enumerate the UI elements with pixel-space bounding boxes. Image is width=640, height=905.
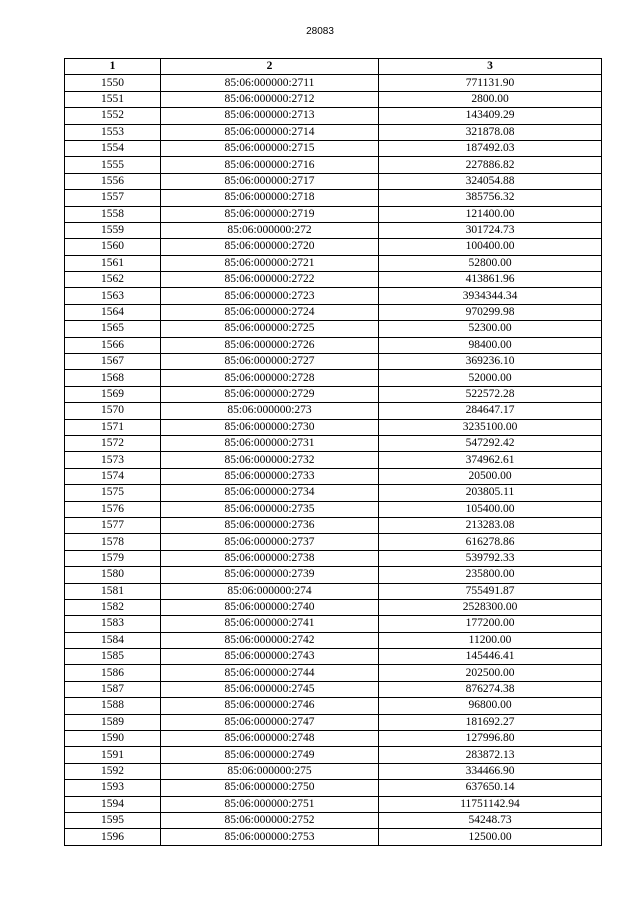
value-cell: 145446.41: [379, 649, 602, 665]
row-number-cell: 1571: [65, 419, 161, 435]
value-cell: 54248.73: [379, 812, 602, 828]
row-number-cell: 1584: [65, 632, 161, 648]
row-number-cell: 1574: [65, 468, 161, 484]
row-number-cell: 1578: [65, 534, 161, 550]
value-cell: 202500.00: [379, 665, 602, 681]
cadastral-number-cell: 85:06:000000:272: [161, 222, 379, 238]
value-cell: 755491.87: [379, 583, 602, 599]
table-row: [65, 698, 602, 714]
row-number-cell: 1553: [65, 124, 161, 140]
row-number-cell: 1589: [65, 714, 161, 730]
row-number-cell: 1554: [65, 140, 161, 156]
row-number-cell: 1550: [65, 75, 161, 91]
cadastral-number-cell: 85:06:000000:273: [161, 403, 379, 419]
row-number-cell: 1591: [65, 747, 161, 763]
table-row: [65, 714, 602, 730]
row-number-cell: 1586: [65, 665, 161, 681]
value-cell: 203805.11: [379, 485, 602, 501]
table-row: [65, 173, 602, 189]
table-row: [65, 829, 602, 845]
column-header-2: 2: [161, 59, 379, 75]
table-row: [65, 288, 602, 304]
cadastral-number-cell: 85:06:000000:2735: [161, 501, 379, 517]
row-number-cell: 1572: [65, 435, 161, 451]
table-row: [65, 534, 602, 550]
cadastral-number-cell: 85:06:000000:2743: [161, 649, 379, 665]
cadastral-number-cell: 85:06:000000:2738: [161, 550, 379, 566]
table-row: [65, 435, 602, 451]
value-cell: 637650.14: [379, 780, 602, 796]
row-number-cell: 1576: [65, 501, 161, 517]
row-number-cell: 1596: [65, 829, 161, 845]
value-cell: 213283.08: [379, 517, 602, 533]
table-row: [65, 780, 602, 796]
cadastral-number-cell: 85:06:000000:2732: [161, 452, 379, 468]
cadastral-number-cell: 85:06:000000:2719: [161, 206, 379, 222]
table-row: [65, 517, 602, 533]
table-row: [65, 731, 602, 747]
value-cell: 177200.00: [379, 616, 602, 632]
row-number-cell: 1582: [65, 599, 161, 615]
row-number-cell: 1559: [65, 222, 161, 238]
row-number-cell: 1587: [65, 681, 161, 697]
row-number-cell: 1570: [65, 403, 161, 419]
row-number-cell: 1555: [65, 157, 161, 173]
row-number-cell: 1583: [65, 616, 161, 632]
table-row: [65, 255, 602, 271]
page-number: 28083: [306, 26, 334, 37]
value-cell: 374962.61: [379, 452, 602, 468]
cadastral-number-cell: 85:06:000000:2722: [161, 272, 379, 288]
value-cell: 52800.00: [379, 255, 602, 271]
row-number-cell: 1573: [65, 452, 161, 468]
table-row: [65, 190, 602, 206]
table-row: [65, 583, 602, 599]
row-number-cell: 1595: [65, 812, 161, 828]
value-cell: 20500.00: [379, 468, 602, 484]
table-row: [65, 354, 602, 370]
cadastral-number-cell: 85:06:000000:2733: [161, 468, 379, 484]
table-row: [65, 632, 602, 648]
table-row: [65, 419, 602, 435]
cadastral-number-cell: 85:06:000000:2734: [161, 485, 379, 501]
value-cell: 385756.32: [379, 190, 602, 206]
column-header-3: 3: [379, 59, 602, 75]
table-row: [65, 272, 602, 288]
table-row: [65, 649, 602, 665]
table-row: [65, 403, 602, 419]
table-row: [65, 337, 602, 353]
value-cell: 143409.29: [379, 108, 602, 124]
cadastral-number-cell: 85:06:000000:2713: [161, 108, 379, 124]
row-number-cell: 1575: [65, 485, 161, 501]
value-cell: 235800.00: [379, 567, 602, 583]
cadastral-number-cell: 85:06:000000:2724: [161, 304, 379, 320]
cadastral-number-cell: 85:06:000000:2746: [161, 698, 379, 714]
value-cell: 3235100.00: [379, 419, 602, 435]
table-row: [65, 321, 602, 337]
table-row: [65, 665, 602, 681]
row-number-cell: 1593: [65, 780, 161, 796]
cadastral-number-cell: 85:06:000000:274: [161, 583, 379, 599]
data-table: [64, 58, 602, 846]
cadastral-number-cell: 85:06:000000:2749: [161, 747, 379, 763]
cadastral-number-cell: 85:06:000000:2750: [161, 780, 379, 796]
row-number-cell: 1567: [65, 354, 161, 370]
cadastral-number-cell: 85:06:000000:2716: [161, 157, 379, 173]
table-header-row: [65, 59, 602, 75]
table-row: [65, 108, 602, 124]
cadastral-number-cell: 85:06:000000:2737: [161, 534, 379, 550]
row-number-cell: 1588: [65, 698, 161, 714]
value-cell: 547292.42: [379, 435, 602, 451]
value-cell: 2528300.00: [379, 599, 602, 615]
row-number-cell: 1562: [65, 272, 161, 288]
row-number-cell: 1558: [65, 206, 161, 222]
value-cell: 127996.80: [379, 731, 602, 747]
cadastral-number-cell: 85:06:000000:2717: [161, 173, 379, 189]
row-number-cell: 1580: [65, 567, 161, 583]
cadastral-number-cell: 85:06:000000:2729: [161, 386, 379, 402]
value-cell: 52300.00: [379, 321, 602, 337]
value-cell: 771131.90: [379, 75, 602, 91]
cadastral-number-cell: 85:06:000000:2723: [161, 288, 379, 304]
table-row: [65, 681, 602, 697]
cadastral-number-cell: 85:06:000000:2720: [161, 239, 379, 255]
value-cell: 284647.17: [379, 403, 602, 419]
value-cell: 12500.00: [379, 829, 602, 845]
value-cell: 96800.00: [379, 698, 602, 714]
table-row: [65, 468, 602, 484]
row-number-cell: 1592: [65, 763, 161, 779]
table-row: [65, 75, 602, 91]
value-cell: 181692.27: [379, 714, 602, 730]
row-number-cell: 1594: [65, 796, 161, 812]
table-row: [65, 206, 602, 222]
cadastral-number-cell: 85:06:000000:2712: [161, 91, 379, 107]
cadastral-number-cell: 85:06:000000:2730: [161, 419, 379, 435]
row-number-cell: 1577: [65, 517, 161, 533]
table-row: [65, 452, 602, 468]
table-row: [65, 222, 602, 238]
cadastral-number-cell: 85:06:000000:2725: [161, 321, 379, 337]
row-number-cell: 1569: [65, 386, 161, 402]
row-number-cell: 1561: [65, 255, 161, 271]
cadastral-number-cell: 85:06:000000:2728: [161, 370, 379, 386]
table-row: [65, 567, 602, 583]
row-number-cell: 1556: [65, 173, 161, 189]
value-cell: 616278.86: [379, 534, 602, 550]
value-cell: 11751142.94: [379, 796, 602, 812]
table-row: [65, 140, 602, 156]
row-number-cell: 1566: [65, 337, 161, 353]
row-number-cell: 1565: [65, 321, 161, 337]
cadastral-number-cell: 85:06:000000:2745: [161, 681, 379, 697]
row-number-cell: 1557: [65, 190, 161, 206]
value-cell: 369236.10: [379, 354, 602, 370]
row-number-cell: 1590: [65, 731, 161, 747]
table-row: [65, 763, 602, 779]
value-cell: 105400.00: [379, 501, 602, 517]
row-number-cell: 1563: [65, 288, 161, 304]
cadastral-number-cell: 85:06:000000:2747: [161, 714, 379, 730]
value-cell: 283872.13: [379, 747, 602, 763]
row-number-cell: 1568: [65, 370, 161, 386]
table-row: [65, 796, 602, 812]
cadastral-number-cell: 85:06:000000:2715: [161, 140, 379, 156]
table-row: [65, 124, 602, 140]
value-cell: 121400.00: [379, 206, 602, 222]
cadastral-number-cell: 85:06:000000:2748: [161, 731, 379, 747]
column-header-1: 1: [65, 59, 161, 75]
table-row: [65, 599, 602, 615]
cadastral-number-cell: 85:06:000000:2741: [161, 616, 379, 632]
table-row: [65, 501, 602, 517]
row-number-cell: 1552: [65, 108, 161, 124]
cadastral-number-cell: 85:06:000000:2742: [161, 632, 379, 648]
row-number-cell: 1579: [65, 550, 161, 566]
table-row: [65, 91, 602, 107]
value-cell: 98400.00: [379, 337, 602, 353]
table-row: [65, 239, 602, 255]
table-row: [65, 747, 602, 763]
row-number-cell: 1551: [65, 91, 161, 107]
value-cell: 413861.96: [379, 272, 602, 288]
cadastral-number-cell: 85:06:000000:2714: [161, 124, 379, 140]
table-row: [65, 157, 602, 173]
table-row: [65, 370, 602, 386]
table-row: [65, 386, 602, 402]
value-cell: 2800.00: [379, 91, 602, 107]
value-cell: 334466.90: [379, 763, 602, 779]
cadastral-number-cell: 85:06:000000:2740: [161, 599, 379, 615]
cadastral-number-cell: 85:06:000000:2752: [161, 812, 379, 828]
value-cell: 321878.08: [379, 124, 602, 140]
cadastral-number-cell: 85:06:000000:2751: [161, 796, 379, 812]
value-cell: 970299.98: [379, 304, 602, 320]
table-row: [65, 812, 602, 828]
value-cell: 876274.38: [379, 681, 602, 697]
cadastral-number-cell: 85:06:000000:2726: [161, 337, 379, 353]
value-cell: 324054.88: [379, 173, 602, 189]
table-body: [65, 75, 602, 845]
value-cell: 227886.82: [379, 157, 602, 173]
cadastral-number-cell: 85:06:000000:2711: [161, 75, 379, 91]
cadastral-number-cell: 85:06:000000:2744: [161, 665, 379, 681]
value-cell: 301724.73: [379, 222, 602, 238]
row-number-cell: 1585: [65, 649, 161, 665]
cadastral-number-cell: 85:06:000000:2718: [161, 190, 379, 206]
table-row: [65, 304, 602, 320]
row-number-cell: 1581: [65, 583, 161, 599]
cadastral-number-cell: 85:06:000000:2753: [161, 829, 379, 845]
table-row: [65, 485, 602, 501]
value-cell: 522572.28: [379, 386, 602, 402]
cadastral-number-cell: 85:06:000000:2736: [161, 517, 379, 533]
cadastral-number-cell: 85:06:000000:2739: [161, 567, 379, 583]
table-row: [65, 550, 602, 566]
value-cell: 187492.03: [379, 140, 602, 156]
row-number-cell: 1560: [65, 239, 161, 255]
value-cell: 3934344.34: [379, 288, 602, 304]
table-row: [65, 616, 602, 632]
cadastral-number-cell: 85:06:000000:2731: [161, 435, 379, 451]
value-cell: 539792.33: [379, 550, 602, 566]
cadastral-number-cell: 85:06:000000:2721: [161, 255, 379, 271]
value-cell: 52000.00: [379, 370, 602, 386]
cadastral-number-cell: 85:06:000000:275: [161, 763, 379, 779]
cadastral-number-cell: 85:06:000000:2727: [161, 354, 379, 370]
row-number-cell: 1564: [65, 304, 161, 320]
value-cell: 100400.00: [379, 239, 602, 255]
value-cell: 11200.00: [379, 632, 602, 648]
